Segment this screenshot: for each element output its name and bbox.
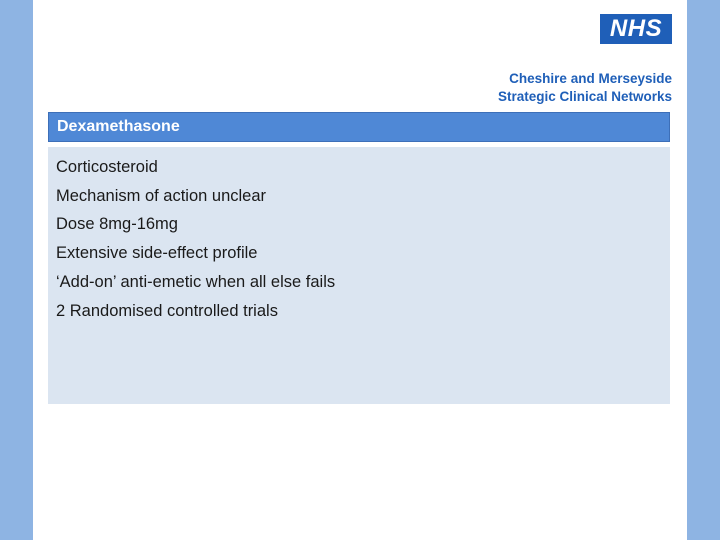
slide (33, 0, 687, 540)
bullet-list (56, 153, 670, 325)
organization-line-2: Strategic Clinical Networks (497, 89, 672, 104)
list-item: ‘Add-on’ anti-emetic when all else fails (56, 272, 336, 291)
organization-line-1: Cheshire and Merseyside (509, 71, 672, 86)
content-box (48, 147, 670, 404)
list-item: Extensive side-effect profile (56, 244, 258, 263)
slide-title-bar (48, 112, 670, 142)
organization-name (498, 70, 672, 106)
nhs-logo-text: NHS (609, 15, 663, 42)
list-item: 2 Randomised controlled trials (56, 301, 278, 320)
slide-title: Dexamethasone (57, 118, 180, 135)
list-item: Mechanism of action unclear (56, 186, 267, 205)
nhs-logo (600, 14, 672, 44)
list-item: Corticosteroid (56, 158, 158, 176)
list-item: Dose 8mg-16mg (56, 215, 178, 234)
